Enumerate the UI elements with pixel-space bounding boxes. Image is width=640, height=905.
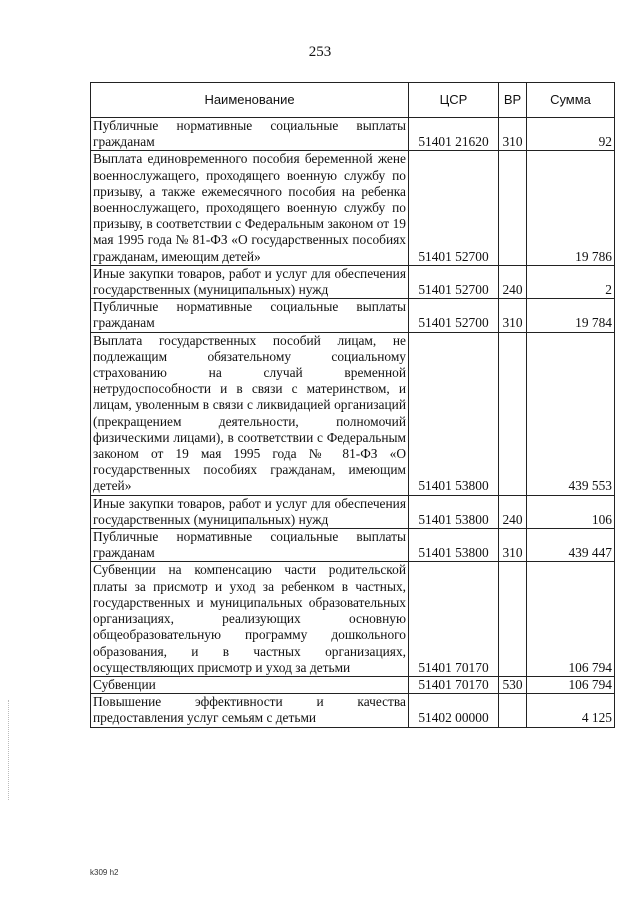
table-row <box>91 265 615 298</box>
row-csr: 51401 53800 <box>409 529 499 562</box>
table-row <box>91 332 615 495</box>
header-name: Наименование <box>91 83 409 118</box>
row-name: Выплата единовременного пособия беременной жене военнослужащего, проходящего военную службу по призыву, а также ежемесячного пособия на ребенка военнослужащего, проходящего военную службу по призыву, в соответствии с Федеральным законом от 19 мая 1995 года № 81-ФЗ «О государственных пособиях гражданам, имеющим детей» <box>91 151 409 265</box>
row-vr <box>499 562 527 676</box>
row-name: Публичные нормативные социальные выплаты гражданам <box>91 299 409 332</box>
table-row <box>91 495 615 528</box>
row-csr: 51401 53800 <box>409 332 499 495</box>
header-csr: ЦСР <box>409 83 499 118</box>
row-vr <box>499 694 527 727</box>
row-csr: 51401 70170 <box>409 562 499 676</box>
row-sum: 106 <box>527 495 615 528</box>
scan-margin-mark <box>8 700 10 800</box>
row-vr: 310 <box>499 299 527 332</box>
row-csr: 51401 53800 <box>409 495 499 528</box>
table-row <box>91 151 615 265</box>
table-row <box>91 694 615 727</box>
row-csr: 51402 00000 <box>409 694 499 727</box>
row-csr: 51401 52700 <box>409 265 499 298</box>
row-sum: 106 794 <box>527 562 615 676</box>
row-csr: 51401 70170 <box>409 676 499 693</box>
row-vr: 530 <box>499 676 527 693</box>
row-name: Повышение эффективности и качества предоставления услуг семьям с детьми <box>91 694 409 727</box>
row-vr <box>499 151 527 265</box>
row-sum: 19 786 <box>527 151 615 265</box>
table-row <box>91 529 615 562</box>
row-csr: 51401 52700 <box>409 151 499 265</box>
table-header-row <box>91 83 615 118</box>
row-name: Публичные нормативные социальные выплаты гражданам <box>91 529 409 562</box>
row-vr: 310 <box>499 529 527 562</box>
footer-code: k309 h2 <box>90 868 119 877</box>
row-sum: 2 <box>527 265 615 298</box>
row-sum: 106 794 <box>527 676 615 693</box>
row-sum: 92 <box>527 118 615 151</box>
row-name: Иные закупки товаров, работ и услуг для обеспечения государственных (муниципальных) нужд <box>91 265 409 298</box>
row-vr: 310 <box>499 118 527 151</box>
row-sum: 439 553 <box>527 332 615 495</box>
table-row <box>91 118 615 151</box>
header-vr: ВР <box>499 83 527 118</box>
header-sum: Сумма <box>527 83 615 118</box>
row-name: Субвенции <box>91 676 409 693</box>
row-csr: 51401 52700 <box>409 299 499 332</box>
row-sum: 19 784 <box>527 299 615 332</box>
budget-table <box>90 82 615 728</box>
row-sum: 439 447 <box>527 529 615 562</box>
row-name: Иные закупки товаров, работ и услуг для обеспечения государственных (муниципальных) нужд <box>91 495 409 528</box>
row-name: Публичные нормативные социальные выплаты гражданам <box>91 118 409 151</box>
table-row <box>91 562 615 676</box>
row-sum: 4 125 <box>527 694 615 727</box>
row-name: Субвенции на компенсацию части родительской платы за присмотр и уход за ребенком в частных, государственных и муниципальных образовательных организациях, реализующих основную общеобразовательную программу дошкольного образования, и в частных организациях, осуществляющих присмотр и уход за детьми <box>91 562 409 676</box>
row-vr: 240 <box>499 495 527 528</box>
page-number: 253 <box>308 44 332 60</box>
table-row <box>91 299 615 332</box>
row-vr: 240 <box>499 265 527 298</box>
table-row <box>91 676 615 693</box>
row-csr: 51401 21620 <box>409 118 499 151</box>
row-vr <box>499 332 527 495</box>
row-name: Выплата государственных пособий лицам, не подлежащим обязательному социальному страхованию на случай временной нетрудоспособности и в связи с материнством, и лицам, уволенным в связи с ликвидацией организаций (прекращением деятельности, полномочий физическими лицами), в соответствии с Федеральным законом от 19 мая 1995 года № 81-ФЗ «О государственных пособиях гражданам, имеющим детей» <box>91 332 409 495</box>
